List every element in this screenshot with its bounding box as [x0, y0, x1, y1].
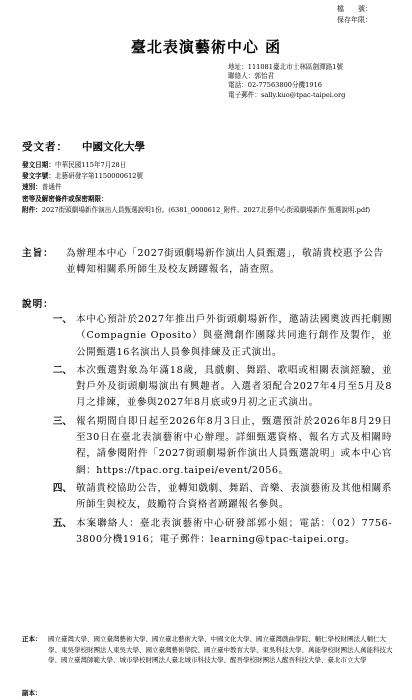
attachment-value[interactable]: 2027街頭劇場新作演出人員甄選說明1份。(6381_0000612_附件、2027北藝中心街頭劇場新作 甄選說明.pdf) — [41, 205, 371, 214]
copy-label: 副本： — [22, 689, 42, 697]
speed-row — [22, 182, 372, 193]
issue-date: 中華民國115年7月28日 — [54, 161, 127, 169]
explanation-item — [22, 312, 392, 361]
archive-info — [337, 4, 372, 26]
issue-number-label: 發文字號： — [22, 172, 55, 181]
cc-recipients: 國立臺灣大學、國立臺灣藝術大學、國立臺北藝術大學、中國文化大學、國立臺灣戲曲學院、輔仁學校財團法人輔仁大學、東吳學校財團法人東吳大學、國立臺灣藝術學院、國立臺中教育大學、東吳科技大學、萬能學校財團法人萬能科技大學、國立臺灣師範大學、城市學校財團法人臺北城市科技大學、醒吾學校財團法人醒吾科技大學、臺北市立大學 — [48, 635, 393, 665]
item-text: 報名期間自即日起至2026年8月3日止，甄選預計於2026年8月29日至30日在臺北表演藝術中心辦理。詳細甄選資格、報名方式及相關時程，請參閱附件「2027街頭劇場新作演出人員甄選說明」或本中心官網：https://tpac.org.taipei/event/2056。 — [76, 415, 392, 476]
secrecy-label: 密等及解密條件或保密期限： — [22, 194, 108, 203]
item-text: 本中心預計於2027年推出戶外街頭劇場新作，邀請法國奧波西托劇團（Compagnie Oposito）與臺灣創作團隊共同進行創作及製作，並公開甄選16名演出人員參與排練及正式演出。 — [76, 314, 392, 358]
subject-label: 主旨： — [22, 248, 54, 259]
secrecy-row — [22, 194, 372, 205]
issue-date-row — [22, 160, 372, 171]
meta-block — [22, 160, 372, 216]
speed-label: 速別： — [22, 183, 42, 192]
item-text: 敬請貴校協助公告，並轉知戲劇、舞蹈、音樂、表演藝術及其他相關系所師生與校友，鼓勵符合資格者踴躍報名參與。 — [76, 482, 392, 511]
archive-number-label: 檔 號： — [337, 5, 372, 13]
subject-text: 為辦理本中心「2027街頭劇場新作演出人員甄選」，敬請貴校惠予公告並轉知相關系所師生及校友踴躍報名，請查照。 — [66, 248, 384, 275]
subject-section — [22, 246, 392, 278]
explanation-item — [22, 363, 392, 412]
item-number: 四、 — [52, 482, 72, 494]
document-title: 臺北表演藝術中心 函 — [130, 38, 282, 56]
issue-number-row — [22, 171, 372, 182]
explanation-label: 說明： — [22, 299, 54, 310]
item-number: 五、 — [52, 517, 72, 529]
cc-section — [22, 634, 394, 666]
issue-date-label: 發文日期： — [22, 161, 55, 169]
retention-period-label: 保存年限： — [337, 16, 372, 24]
item-number: 一、 — [52, 314, 72, 325]
speed-value: 普通件 — [41, 183, 62, 192]
recipient-value: 中國文化大學 — [82, 141, 145, 153]
item-text: 本次甄選對象為年滿18歲，具戲劇、舞蹈、歌唱或相關表演經驗，並對戶外及街頭劇場演出有興趣者。入選者須配合2027年4月至5月及8月之排練，並參與2027年8月底或9月初之正式演出。 — [76, 364, 392, 409]
contact-address: 地址：111081臺北市士林區劍潭路1號 — [228, 63, 344, 71]
item-number: 三、 — [52, 415, 72, 427]
contact-email: 電子郵件：sally.kuo@tpac-taipei.org — [228, 90, 346, 99]
contact-block — [228, 63, 345, 100]
attachment-row — [22, 205, 372, 216]
attachment-label: 附件： — [22, 205, 42, 214]
explanation-item — [22, 516, 392, 549]
explanation-item — [22, 414, 392, 479]
recipient-line — [22, 139, 145, 154]
contact-phone: 電話：02-77563800分機1916 — [228, 81, 322, 90]
recipient-label: 受文者： — [22, 141, 68, 153]
explanation-item — [22, 481, 392, 514]
issue-number: 北藝研發字第1150000612號 — [54, 172, 144, 181]
contact-person: 聯絡人：郭怡君 — [228, 72, 275, 81]
cc-label: 正本： — [22, 635, 42, 643]
item-text: 本案聯絡人：臺北表演藝術中心研發部郭小姐；電話：（02）7756-3800分機1916；電子郵件：learning@tpac-taipei.org。 — [76, 517, 392, 545]
item-number: 二、 — [52, 364, 72, 376]
explanation-list — [22, 312, 392, 550]
